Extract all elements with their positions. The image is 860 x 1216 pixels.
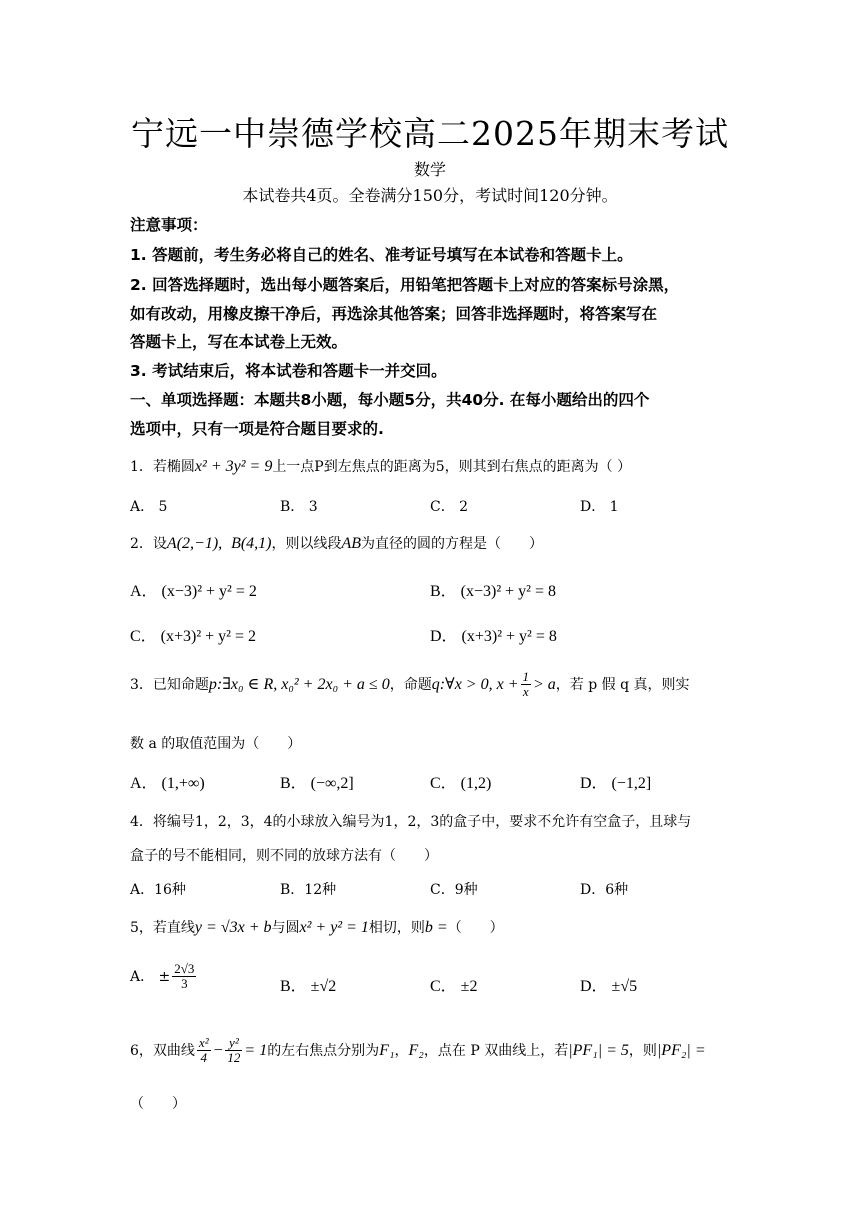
q2-mid: ，则以线段 — [271, 536, 342, 552]
q1-suffix: 上一点P到左焦点的距离为5，则其到右焦点的距离为（ ） — [272, 459, 632, 475]
q5-mid2: 相切，则 — [368, 920, 425, 936]
q5-option-a-fraction — [172, 962, 196, 992]
q6-frac-2-den: 12 — [227, 1050, 241, 1066]
q3-mid: ，命题 — [389, 676, 432, 693]
q6-frac-2 — [225, 1036, 242, 1066]
q5-option-a-prefix: A． ± — [130, 968, 171, 985]
q6-frac-1-num: x² — [198, 1035, 209, 1050]
q3-fraction — [521, 670, 532, 700]
q5-circle-eq: x² + y² = 1 — [299, 919, 369, 936]
q5-option-b: B． ±√2 — [280, 978, 337, 995]
question-6 — [130, 1036, 706, 1066]
q2-option-c: C． (x+3)² + y² = 2 — [130, 628, 256, 645]
q3-frac-den: x — [522, 684, 529, 700]
q3-prop-q: q:∀x > 0, x + — [431, 675, 519, 693]
note-3: 3. 考试结束后，将本试卷和答题卡一并交回。 — [130, 362, 447, 380]
q1-option-c: C． 2 — [430, 499, 469, 515]
q6-pf1: |PF₁| = 5 — [568, 1041, 629, 1059]
q6-f1: F₁ — [379, 1041, 395, 1059]
q3-line2: 数 a 的取值范围为（ ） — [130, 736, 302, 752]
q4-option-d: D．6种 — [580, 882, 629, 898]
q4-line2: 盒子的号不能相同，则不同的放球方法有（ ） — [130, 848, 438, 864]
q2-segment: AB — [341, 535, 362, 552]
q3-prefix: 3．已知命题 — [130, 676, 209, 693]
exam-info: 本试卷共4页。全卷满分150分，考试时间120分钟。 — [242, 186, 618, 205]
section1-line1: 一、单项选择题：本题共8小题，每小题5分，共40分. 在每小题给出的四个 — [130, 391, 650, 409]
q2-point-a: A(2,−1), — [166, 535, 223, 552]
q6-frac-1-den: 4 — [200, 1050, 207, 1066]
note-2b: 如有改动，用橡皮擦干净后，再选涂其他答案；回答非选择题时，将答案写在 — [130, 305, 658, 323]
q6-comma: ， — [394, 1042, 409, 1059]
q3-suffix: ，若 p 假 q 真，则实 — [555, 676, 690, 693]
q5-mid: 与圆 — [271, 920, 300, 936]
q5-suffix: （ ） — [447, 920, 504, 936]
question-1 — [130, 456, 631, 476]
q3-option-a: A． (1,+∞) — [130, 775, 205, 792]
q6-pf2: |PF₂| = — [656, 1041, 706, 1059]
q6-f2: F₂ — [408, 1041, 424, 1059]
q6-prefix: 6，双曲线 — [130, 1042, 195, 1059]
q3-prop-q-post: > a — [533, 675, 556, 693]
q5-option-d: D． ±√5 — [580, 978, 638, 995]
note-2c: 答题卡上，写在本试卷上无效。 — [130, 333, 348, 351]
q1-option-a: A． 5 — [130, 499, 168, 515]
q4-option-b: B．12种 — [280, 882, 337, 898]
q2-point-b: B(4,1) — [231, 535, 272, 552]
notes-heading: 注意事项： — [130, 216, 208, 234]
q6-eq: = 1 — [244, 1041, 268, 1059]
q6-mid: 的左右焦点分别为 — [267, 1042, 380, 1059]
q1-option-b: B． 3 — [280, 499, 318, 515]
question-5 — [130, 917, 504, 937]
section1-line2: 选项中，只有一项是符合题目要求的. — [130, 420, 384, 438]
q4-option-a: A．16种 — [130, 882, 186, 898]
q2-option-d: D． (x+3)² + y² = 8 — [430, 628, 557, 645]
q3-frac-num: 1 — [522, 669, 529, 684]
q6-frac-1 — [197, 1036, 211, 1066]
q1-prefix: 1．若椭圆 — [130, 459, 195, 475]
question-2 — [130, 533, 543, 553]
exam-title: 宁远一中崇德学校高二2025年期末考试 — [131, 114, 729, 153]
question-3 — [130, 670, 690, 700]
note-1: 1. 答题前，考生务必将自己的姓名、准考证号填写在本试卷和答题卡上。 — [130, 246, 633, 264]
q1-ellipse: x² + 3y² = 9 — [194, 458, 273, 475]
exam-subject: 数学 — [413, 160, 446, 179]
note-2a: 2. 回答选择题时，选出每小题答案后，用铅笔把答题卡上对应的答案标号涂黑， — [130, 276, 680, 294]
q6-mid3: ，则 — [628, 1042, 657, 1059]
q3-option-b: B． (−∞,2] — [280, 775, 354, 792]
q5-option-a — [130, 962, 198, 992]
q6-mid2: ，点在 P 双曲线上，若 — [423, 1042, 569, 1059]
q5-b: b = — [424, 919, 448, 936]
q1-option-d: D． 1 — [580, 499, 619, 515]
q5-option-a-num: 2√3 — [174, 961, 195, 976]
q2-prefix: 2．设 — [130, 536, 167, 552]
q2-option-b: B． (x−3)² + y² = 8 — [430, 583, 556, 600]
q5-prefix: 5，若直线 — [130, 920, 195, 936]
q5-option-a-den: 3 — [181, 976, 188, 992]
q3-option-d: D． (−1,2] — [580, 775, 652, 792]
q6-line2: （ ） — [130, 1096, 186, 1112]
q3-option-c: C． (1,2) — [430, 775, 492, 792]
q5-option-c: C． ±2 — [430, 978, 478, 995]
q3-prop-p: p:∃x₀ ∈ R, x₀² + 2x₀ + a ≤ 0 — [208, 675, 390, 693]
q6-minus: − — [212, 1041, 224, 1059]
q2-suffix: 为直径的圆的方程是（ ） — [361, 536, 544, 552]
q4-line1: 4．将编号1，2，3，4的小球放入编号为1，2，3的盒子中，要求不允许有空盒子，且球与 — [130, 814, 692, 830]
q5-line-eq: y = √3x + b — [194, 919, 272, 936]
q2-option-a: A． (x−3)² + y² = 2 — [130, 583, 257, 600]
q6-frac-2-num: y² — [225, 1036, 242, 1051]
q4-option-c: C．9种 — [430, 882, 478, 898]
